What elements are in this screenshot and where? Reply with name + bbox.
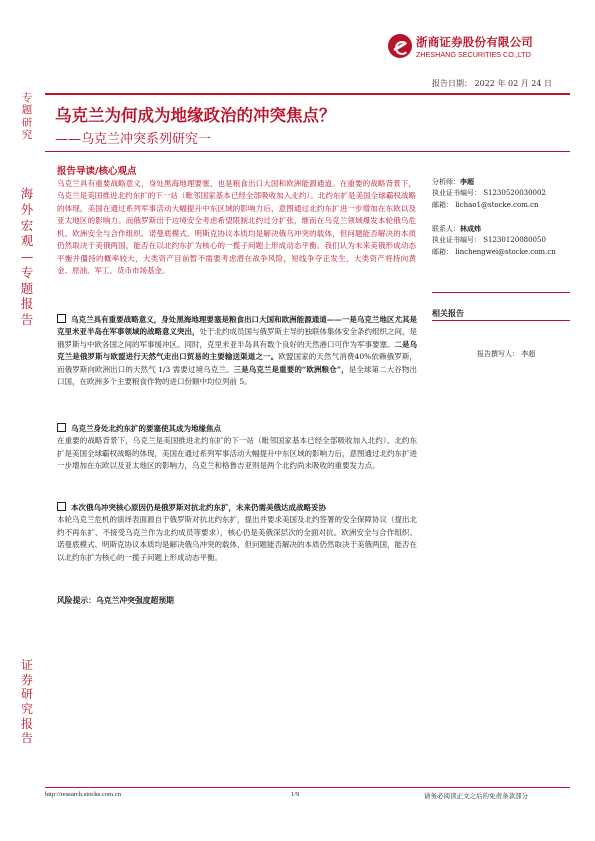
analyst-name: 李超 bbox=[460, 177, 474, 186]
analyst-email[interactable]: 邮箱： lichao1@stocke.com.cn bbox=[432, 200, 539, 209]
logo-chinese-name: 浙商证券股份有限公司 bbox=[416, 35, 533, 49]
company-logo bbox=[388, 34, 556, 64]
logo-english-name: ZHESHANG SECURITIES CO.,LTD bbox=[416, 50, 531, 59]
bullet-heading: 本次俄乌冲突核心原因仍是俄罗斯对抗北约东扩，未来仍需美俄达成战略妥协 bbox=[57, 502, 417, 514]
contact-cert: 执业证书编号： S1230120080050 bbox=[432, 236, 546, 245]
summary-text: 乌克兰具有重要战略意义，身处黑海地理要塞，也是粮食出口大国和欧洲能源通道。在重要的战略背景下，乌克兰是美国推进北约东扩的下一站（毗邻国家基本已经全部吸收加入北约）。北约东扩是美国全球霸权战略的体现，美国在通过系列军事活动大幅提升中东区域的影响力后，意图通过北约东扩进一步增加在东欧以及亚太地区的影响力。而俄罗斯出于边境安全考虑希望限制北约过分扩张，继而在乌克兰领域爆发本轮俄乌危机。欧洲安全与合作组织、诺曼底模式、明斯克协议本质均是解决俄乌冲突的载体，但问题能否解决的本质仍然取决于美俄两国，能否在以北约东扩为核心的一揽子问题上形成动态平衡。我们认为未来美俄形成动态平衡并僵持的概率较大，大类资产目前暂不需要考虑潜在战争风险，短线争夺正发生，大类资产将持向黄金、原油、军工、货币市场基金。 bbox=[57, 179, 416, 276]
contact-role: 联系人： bbox=[432, 225, 460, 233]
risk-notice: 风险提示：乌克兰冲突强度超预期 bbox=[57, 596, 174, 605]
analyst-role: 分析师： bbox=[432, 178, 460, 186]
bullet-lead: ——一是乌克兰地区尤其是克里米亚半岛在军事领域的战略意义突出， bbox=[57, 315, 418, 337]
summary-heading: 报告导读/核心观点 bbox=[57, 166, 137, 177]
report-writer: 报告撰写人： 李超 bbox=[477, 350, 536, 358]
bullet-body: 处于北约成员国与俄罗斯主导的独联体集体安全条约组织之间，是俄罗斯与中欧各国之间的军事缓冲区。同时，克里米亚半岛具有数个良好的天然港口可作为军事要塞。 bbox=[57, 327, 417, 349]
bullet-lead: 二是乌克兰是俄罗斯与欧盟进行天然气走出口贸易的主要输送渠道之一。 bbox=[57, 339, 417, 362]
bullet-heading: 乌克兰具有重要战略意义，身处黑海地理要塞是粮食出口大国和欧洲能源通道 bbox=[57, 315, 327, 324]
bullet-body: 在重要的战略背景下，乌克兰是美国推进北约东扩的下一站（毗邻国家基本已经全部吸收加入北约）。北约东扩是美国全球霸权战略的体现，美国在通过系列军事活动大幅提升中东区域的影响力后，意图通过北约东扩进一步增加在东欧以及亚太地区的影响力，乌克兰和格鲁吉亚则是两个北约尚未吸收的重要发力点。 bbox=[57, 436, 417, 471]
analyst-card bbox=[432, 176, 546, 211]
related-reports-heading: 相关报告 bbox=[432, 309, 464, 318]
bullet-body: 欧盟国家的天然气消费40%依赖俄罗斯，而俄罗斯向欧洲出口的天然气 1/3 需要过境乌克兰。 bbox=[57, 352, 418, 374]
related-divider-bottom bbox=[432, 320, 570, 321]
analyst-cert: 执业证书编号： S1230520030002 bbox=[432, 189, 546, 198]
bullet-heading: 乌克兰身处北约东扩的要塞使其成为地缘焦点 bbox=[57, 423, 417, 435]
bullet-section-conflict-cause bbox=[57, 502, 417, 564]
footer-disclaimer: 请务必阅读正文之后的免责条款部分 bbox=[424, 792, 528, 800]
footer-divider bbox=[45, 787, 570, 788]
logo-mark-icon bbox=[388, 34, 412, 58]
contact-name: 林成炜 bbox=[460, 224, 481, 233]
side-label-report-kind: 证券研究报告 bbox=[20, 658, 33, 746]
contact-card bbox=[432, 223, 556, 258]
page-number: 1/9 bbox=[291, 791, 300, 798]
report-title: 乌克兰为何成为地缘政治的冲突焦点？ bbox=[55, 106, 336, 125]
related-divider-top bbox=[432, 292, 570, 293]
contact-email[interactable]: 邮箱： linchengwei@stocke.com.cn bbox=[432, 247, 556, 256]
footer-url[interactable]: http://research.stocke.com.cn bbox=[45, 791, 121, 798]
bullet-lead: 三是乌克兰是重要的“欧洲粮仓”， bbox=[233, 364, 349, 374]
report-subtitle: ——乌克兰冲突系列研究一 bbox=[55, 132, 212, 147]
side-label-research-type: 专题研究 bbox=[21, 92, 33, 142]
report-date: 报告日期： 2022 年 02 月 24 日 bbox=[432, 79, 552, 88]
bullet-body: 是全球第二大谷物出口国，在欧洲多个主要粮食作物的进口份额中均位列前 5。 bbox=[57, 364, 417, 387]
bullet-body: 本轮乌克兰危机的演绎表面源自于俄罗斯对抗北约东扩，提出并要求美国及北约签署的安全保障协议（提出北约不再东扩、不接受乌克兰作为北约成员等要求），核心仍是美俄深层次的全面对抗。欧洲安全与合作组织、诺曼底模式、明斯克协议本质均是解决俄乌冲突的载体，但问题能否解决的本质仍然取决于美俄两国，能否在以北约东扩为核心的一揽子问题上形成动态平衡。 bbox=[57, 515, 417, 562]
bullet-section-nato bbox=[57, 423, 417, 473]
top-divider bbox=[45, 93, 570, 95]
title-divider bbox=[45, 151, 570, 152]
bullet-section-strategic bbox=[57, 314, 417, 389]
side-label-category: 海外宏观—专题报告 bbox=[20, 186, 34, 327]
